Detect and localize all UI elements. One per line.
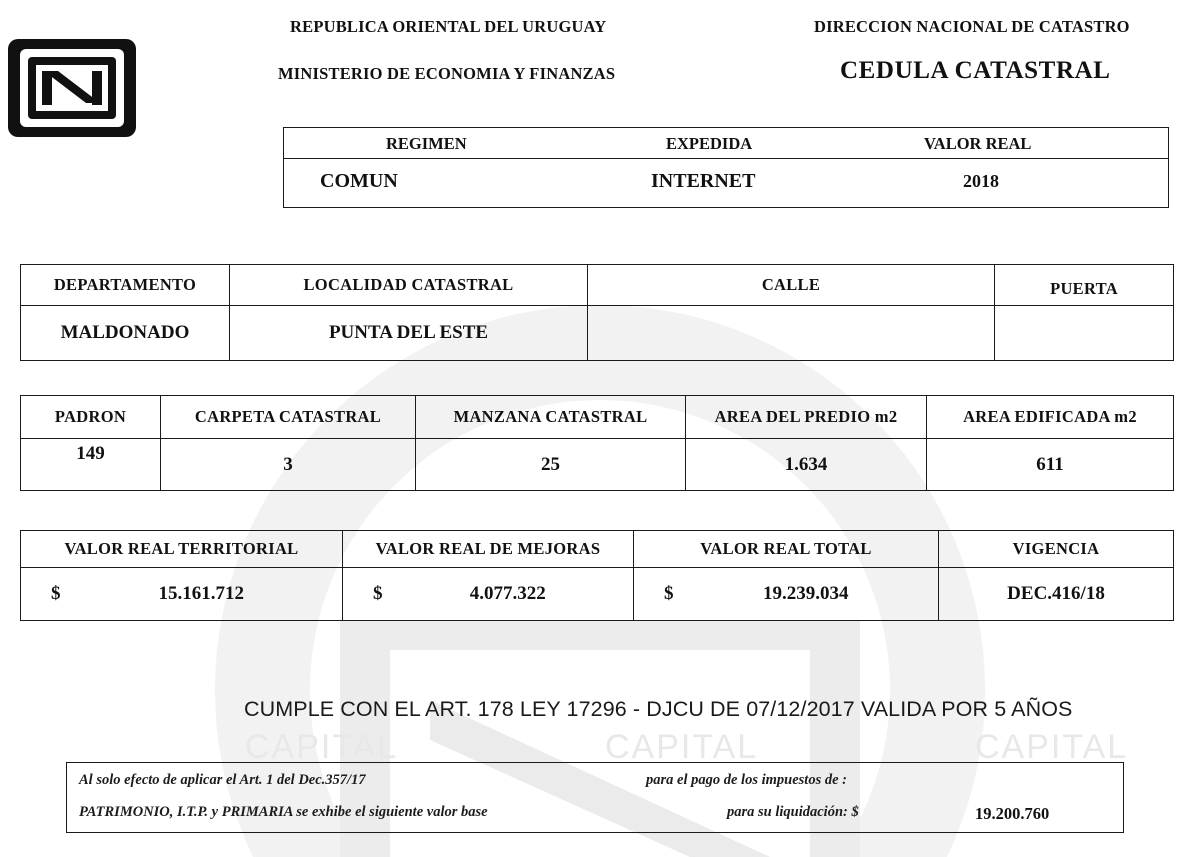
base-line1-left: Al solo efecto de aplicar el Art. 1 del Dec.357/17 <box>79 772 366 788</box>
valor-mejoras-header: VALOR REAL DE MEJORAS <box>343 531 634 568</box>
currency-symbol: $ <box>664 583 674 604</box>
valor-total-cell <box>634 568 939 621</box>
carpeta-header: CARPETA CATASTRAL <box>161 396 416 439</box>
currency-symbol: $ <box>373 583 383 604</box>
regimen-header: REGIMEN <box>386 134 467 153</box>
vigencia-header: VIGENCIA <box>939 531 1174 568</box>
valor-real-header: VALOR REAL <box>924 134 1032 153</box>
watermark-text-right: CAPITAL <box>975 728 1129 766</box>
area-edificada-value: 611 <box>927 439 1174 491</box>
regimen-divider <box>284 158 1168 159</box>
document-title: CEDULA CATASTRAL <box>840 57 1111 84</box>
padron-header: PADRON <box>21 396 161 439</box>
localidad-header: LOCALIDAD CATASTRAL <box>230 265 588 306</box>
calle-value <box>588 306 995 361</box>
republic-heading: REPUBLICA ORIENTAL DEL URUGUAY <box>290 17 607 36</box>
calle-header: CALLE <box>588 265 995 306</box>
regimen-table <box>283 127 1169 208</box>
currency-symbol: $ <box>51 583 61 604</box>
expedida-value: INTERNET <box>651 170 756 192</box>
departamento-header: DEPARTAMENTO <box>21 265 230 306</box>
area-edificada-header: AREA EDIFICADA m2 <box>927 396 1174 439</box>
valor-real-year-value: 2018 <box>963 171 999 191</box>
base-line2-left: PATRIMONIO, I.T.P. y PRIMARIA se exhibe el siguiente valor base <box>79 804 488 820</box>
area-predio-value: 1.634 <box>686 439 927 491</box>
location-value-row <box>21 306 1174 361</box>
location-table <box>20 264 1174 361</box>
valuation-table <box>20 530 1174 621</box>
valor-mejoras-cell <box>343 568 634 621</box>
parcel-table <box>20 395 1174 491</box>
parcel-value-row <box>21 439 1174 491</box>
departamento-value: MALDONADO <box>21 306 230 361</box>
agency-heading: DIRECCION NACIONAL DE CATASTRO <box>814 17 1130 36</box>
puerta-header: PUERTA <box>995 265 1174 306</box>
expedida-header: EXPEDIDA <box>666 134 753 153</box>
base-line1-right: para el pago de los impuestos de : <box>646 772 847 788</box>
ministry-heading: MINISTERIO DE ECONOMIA Y FINANZAS <box>278 64 616 83</box>
dnc-logo-icon <box>6 37 138 139</box>
manzana-header: MANZANA CATASTRAL <box>416 396 686 439</box>
puerta-value <box>995 306 1174 361</box>
vigencia-value: DEC.416/18 <box>939 568 1174 621</box>
valor-total-header: VALOR REAL TOTAL <box>634 531 939 568</box>
parcel-header-row <box>21 396 1174 439</box>
base-line2-right: para su liquidación: $ <box>727 804 859 820</box>
compliance-note: CUMPLE CON EL ART. 178 LEY 17296 - DJCU DE 07/12/2017 VALIDA POR 5 AÑOS <box>244 697 1073 721</box>
valor-total-value: 19.239.034 <box>763 583 849 604</box>
watermark-text-left: CAPITAL <box>245 728 399 766</box>
carpeta-value: 3 <box>161 439 416 491</box>
valor-mejoras-value: 4.077.322 <box>469 583 546 604</box>
location-header-row <box>21 265 1174 306</box>
area-predio-header: AREA DEL PREDIO m2 <box>686 396 927 439</box>
regimen-value: COMUN <box>320 170 398 192</box>
base-value-amount: 19.200.760 <box>975 804 1050 823</box>
base-value-box <box>66 762 1124 833</box>
watermark-text-center: CAPITAL <box>605 728 759 766</box>
valor-territorial-value: 15.161.712 <box>158 583 244 604</box>
padron-value: 149 <box>21 439 161 491</box>
manzana-value: 25 <box>416 439 686 491</box>
localidad-value: PUNTA DEL ESTE <box>230 306 588 361</box>
valor-territorial-cell <box>21 568 343 621</box>
valuation-value-row <box>21 568 1174 621</box>
valuation-header-row <box>21 531 1174 568</box>
valor-territorial-header: VALOR REAL TERRITORIAL <box>21 531 343 568</box>
